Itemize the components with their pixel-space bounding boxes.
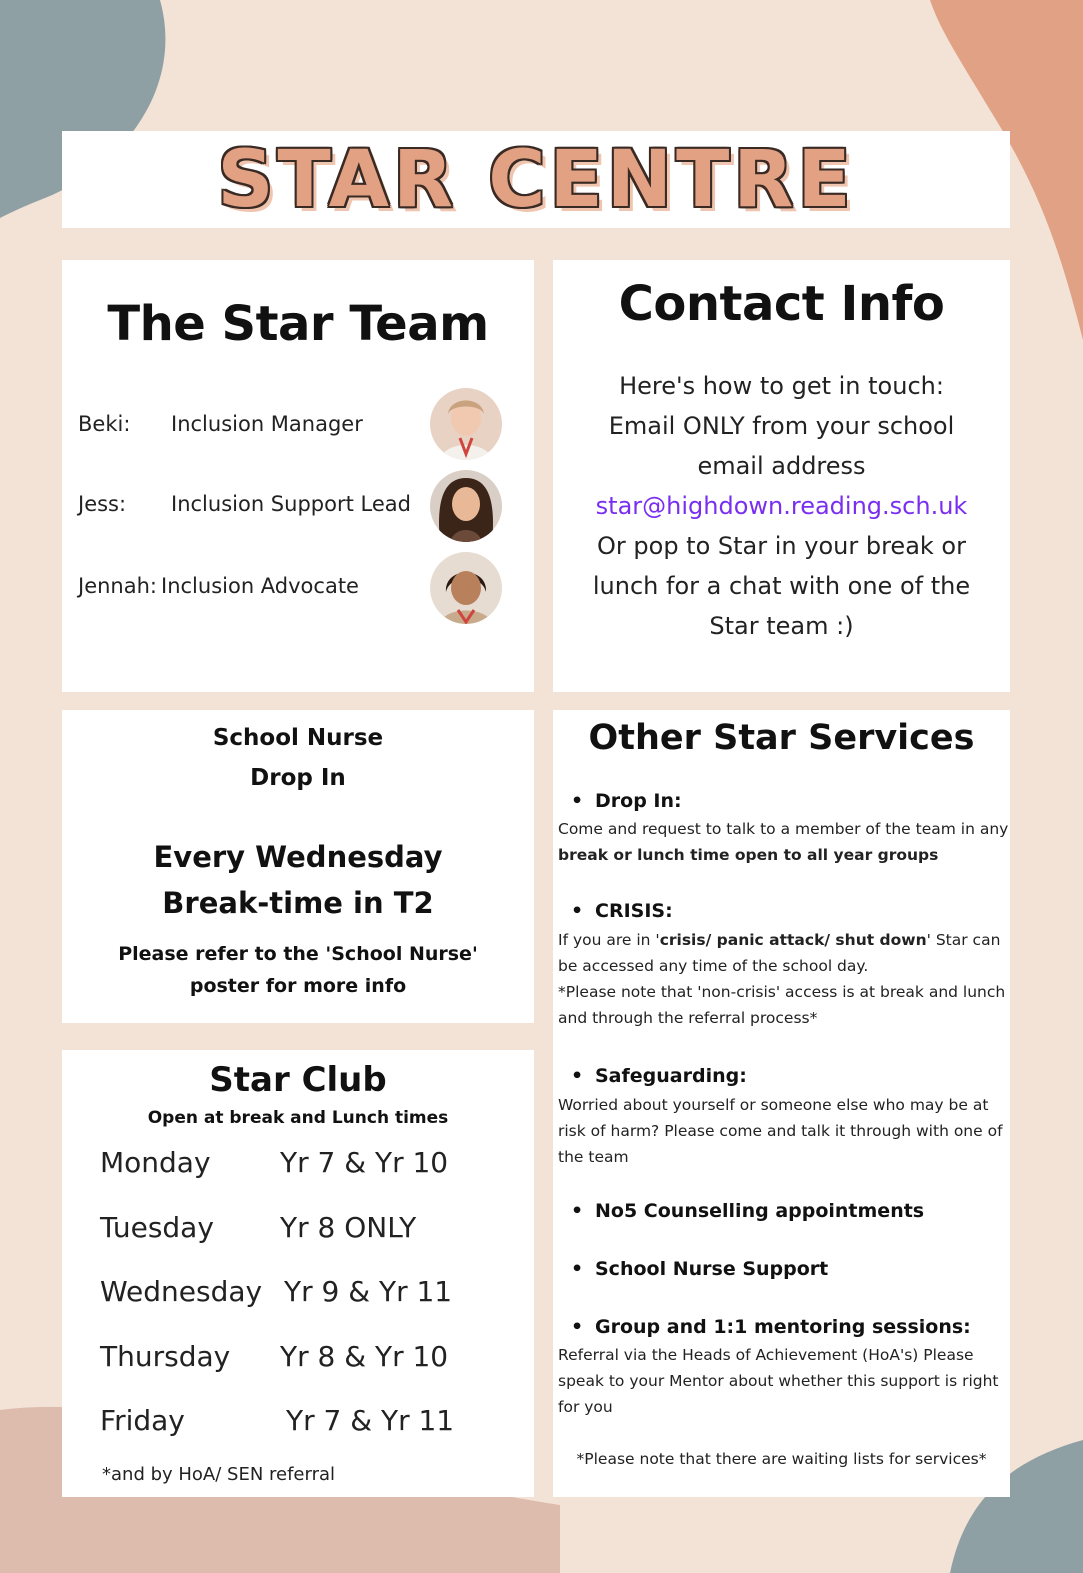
avatar: [430, 552, 502, 624]
team-member-row: [78, 574, 359, 598]
team-member-role: Inclusion Advocate: [161, 574, 359, 598]
person-photo-icon: [430, 470, 502, 542]
club-subheading: Open at break and Lunch times: [147, 1108, 449, 1128]
service-title: • No5 Counselling appointments: [571, 1200, 925, 1222]
page-title: STAR CENTRE: [217, 134, 855, 225]
team-heading: The Star Team: [107, 296, 489, 352]
team-card: [62, 260, 534, 692]
avatar: [430, 388, 502, 460]
bullet-icon: •: [571, 1065, 584, 1087]
club-heading: Star Club: [209, 1060, 387, 1100]
services-card: [553, 710, 1010, 1497]
service-title: • Group and 1:1 mentoring sessions:: [571, 1316, 971, 1338]
club-row: [100, 1275, 452, 1308]
contact-line: Star team :): [709, 612, 854, 640]
club-years: Yr 8 & Yr 10: [280, 1340, 449, 1373]
services-footnote: *Please note that there are waiting lists for services*: [576, 1450, 987, 1468]
team-member-role: Inclusion Support Lead: [171, 492, 411, 516]
club-day: Thursday: [100, 1340, 231, 1373]
contact-line: Or pop to Star in your break or: [597, 532, 966, 560]
contact-line: email address: [697, 452, 866, 480]
school-nurse-card: [62, 710, 534, 1023]
team-member-name: Jess:: [78, 492, 127, 516]
service-title: • Safeguarding:: [571, 1065, 747, 1087]
person-photo-icon: [430, 388, 502, 460]
service-title: • CRISIS:: [571, 900, 673, 922]
team-member-row: [78, 492, 411, 516]
bullet-icon: •: [571, 1258, 584, 1280]
club-years: Yr 7 & Yr 10: [280, 1146, 449, 1179]
club-day: Monday: [100, 1146, 211, 1179]
contact-line: lunch for a chat with one of the: [592, 572, 971, 600]
services-heading: Other Star Services: [588, 718, 975, 758]
club-years: Yr 7 & Yr 11: [286, 1404, 455, 1437]
service-desc: If you are in 'crisis/ panic attack/ shut down' Star can be accessed any time of the school day. *Please note that 'non-crisis' access is at break and lunch and through the referral process*: [558, 931, 1006, 1027]
team-member-row: [78, 412, 363, 436]
club-years: Yr 9 & Yr 11: [284, 1275, 453, 1308]
service-title: • School Nurse Support: [571, 1258, 829, 1280]
bullet-icon: •: [571, 1316, 584, 1338]
club-day: Friday: [100, 1404, 185, 1437]
club-day: Tuesday: [100, 1211, 214, 1244]
nurse-note: poster for more info: [189, 975, 407, 997]
contact-body: [553, 366, 1010, 646]
contact-line: Here's how to get in touch:: [619, 372, 944, 400]
title-banner: [62, 131, 1010, 228]
nurse-title: School Nurse: [212, 725, 384, 751]
club-row: [100, 1404, 454, 1437]
nurse-schedule: Break-time in T2: [162, 886, 434, 920]
email-link[interactable]: star@highdown.reading.sch.uk: [595, 492, 968, 520]
service-desc: Worried about yourself or someone else who may be at risk of harm? Please come and talk it through with one of the team: [558, 1096, 1003, 1166]
star-club-card: [62, 1050, 534, 1497]
club-row: [100, 1146, 448, 1179]
club-day: Wednesday: [100, 1275, 263, 1308]
person-photo-icon: [430, 552, 502, 624]
nurse-schedule: Every Wednesday: [153, 840, 443, 874]
nurse-note: Please refer to the 'School Nurse': [118, 943, 478, 965]
team-member-name: Jennah:: [78, 574, 157, 598]
nurse-subtitle: Drop In: [250, 765, 346, 791]
club-row: [100, 1211, 416, 1244]
bullet-icon: •: [571, 900, 584, 922]
avatar: [430, 470, 502, 542]
club-footnote: *and by HoA/ SEN referral: [102, 1464, 336, 1485]
contact-heading: Contact Info: [618, 276, 945, 332]
service-desc: Come and request to talk to a member of the team in any break or lunch time open to all year groups: [558, 820, 1009, 864]
team-member-role: Inclusion Manager: [171, 412, 363, 436]
contact-line: Email ONLY from your school: [608, 412, 955, 440]
bullet-icon: •: [571, 790, 584, 812]
contact-card: [553, 260, 1010, 692]
team-member-name: Beki:: [78, 412, 131, 436]
service-title: • Drop In:: [571, 790, 682, 812]
bullet-icon: •: [571, 1200, 584, 1222]
club-years: Yr 8 ONLY: [280, 1211, 417, 1244]
club-row: [100, 1340, 448, 1373]
service-desc: Referral via the Heads of Achievement (HoA's) Please speak to your Mentor about whether this support is right for you: [558, 1346, 999, 1416]
